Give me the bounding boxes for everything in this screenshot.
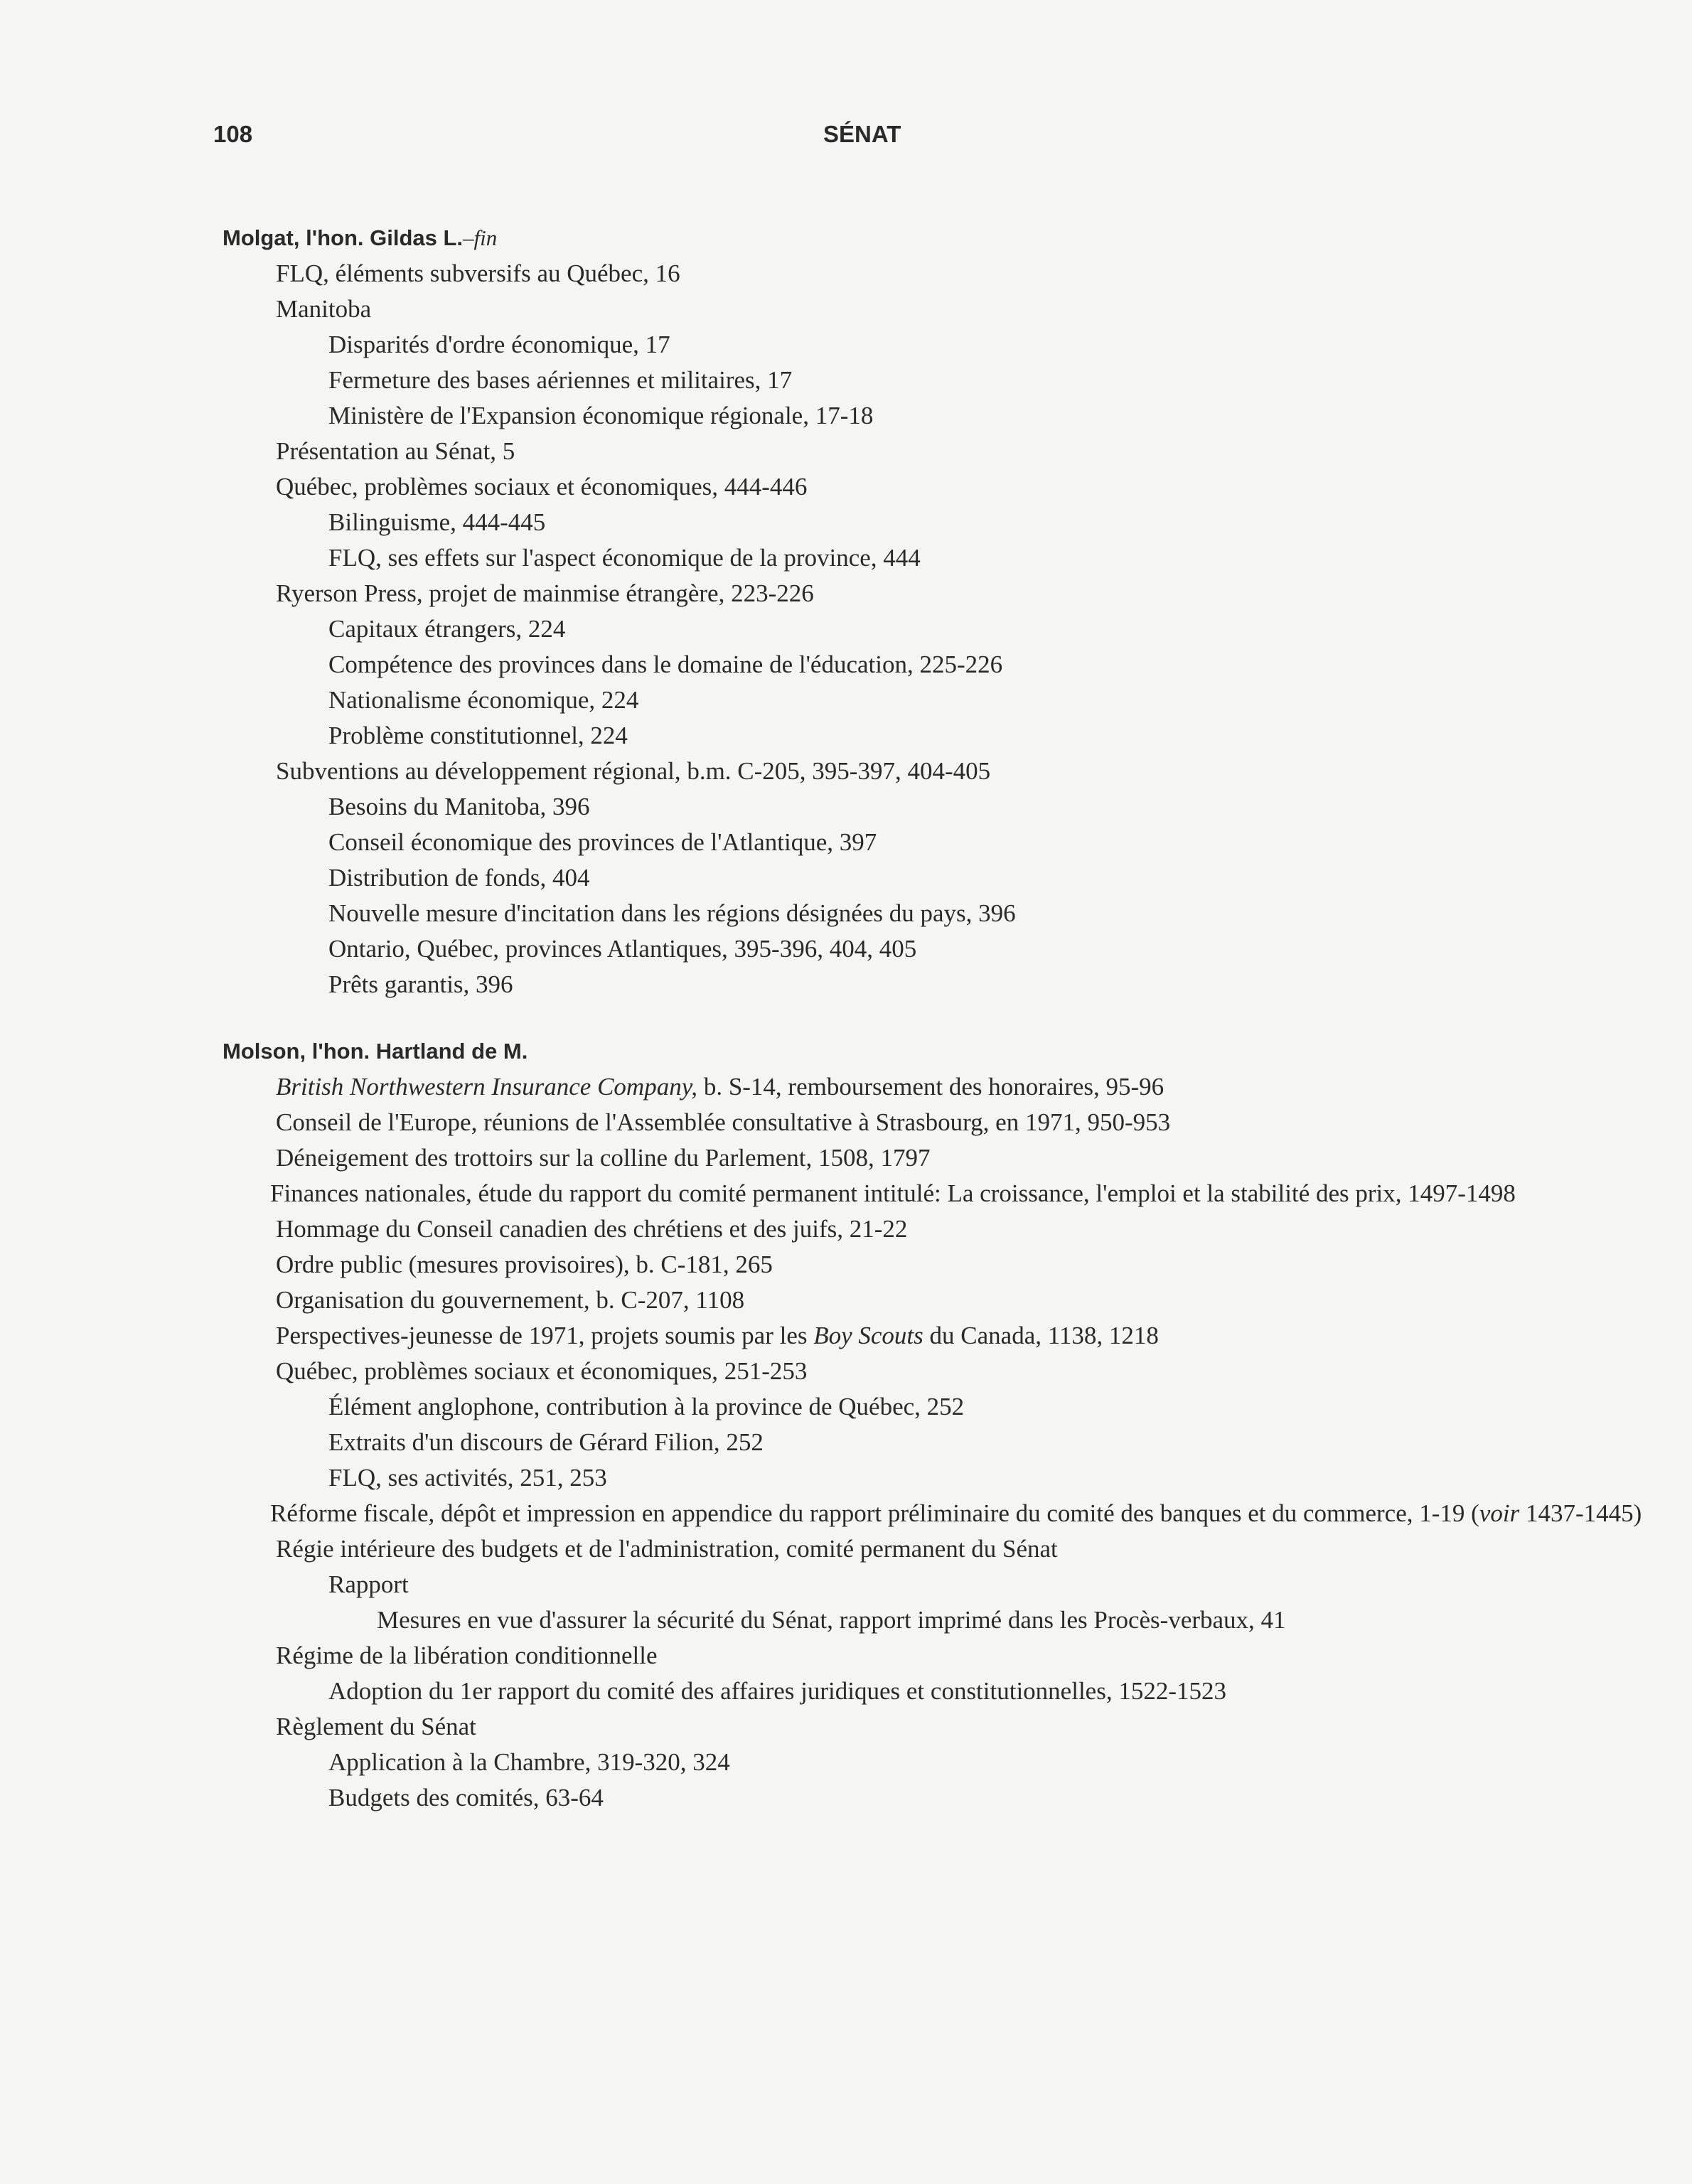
subentry: Hommage du Conseil canadien des chrétiens et des juifs, 21-22: [276, 1215, 908, 1243]
subentry: Régime de la libération conditionnelle: [276, 1642, 658, 1669]
sub-subentry: Fermeture des bases aériennes et militaires, 17: [328, 366, 793, 394]
subentry: Règlement du Sénat: [276, 1713, 476, 1740]
sub-subentry: Rapport: [328, 1570, 409, 1598]
sub-subentry: Budgets des comités, 63-64: [328, 1784, 604, 1811]
sub-subentry: Prêts garantis, 396: [328, 970, 513, 998]
sub-subentry: FLQ, ses effets sur l'aspect économique de la province, 444: [328, 544, 921, 572]
sub-subentry: Compétence des provinces dans le domaine de l'éducation, 225-226: [328, 651, 1003, 678]
subentry: Réforme fiscale, dépôt et impression en appendice du rapport préliminaire du comité des banques et du commerce, 1-19 (voir 1437-1445): [270, 1499, 1642, 1527]
subentry: Ryerson Press, projet de mainmise étrangère, 223-226: [276, 579, 814, 607]
sub-subentry: Adoption du 1er rapport du comité des affaires juridiques et constitutionnelles, 1522-1523: [328, 1677, 1226, 1705]
sub-subentry: Problème constitutionnel, 224: [328, 722, 628, 749]
subentry: FLQ, éléments subversifs au Québec, 16: [276, 259, 680, 287]
subentry: Finances nationales, étude du rapport du comité permanent intitulé: La croissance, l'emploi et la stabilité des prix, 1497-1498: [270, 1179, 1516, 1207]
sub-sub-subentry: Mesures en vue d'assurer la sécurité du Sénat, rapport imprimé dans les Procès-verbaux, 41: [377, 1606, 1286, 1634]
sub-subentry: Application à la Chambre, 319-320, 324: [328, 1748, 730, 1776]
sub-subentry: Ministère de l'Expansion économique régionale, 17-18: [328, 402, 874, 429]
sub-subentry: Ontario, Québec, provinces Atlantiques, 395-396, 404, 405: [328, 935, 917, 963]
sub-subentry: Disparités d'ordre économique, 17: [328, 331, 670, 358]
index-body: [0, 220, 1692, 1816]
sub-subentry: Besoins du Manitoba, 396: [328, 793, 590, 820]
heading-name: Molgat, l'hon. Gildas L.: [223, 225, 464, 250]
heading-name: Molson, l'hon. Hartland de M.: [223, 1039, 528, 1064]
sub-subentry: Distribution de fonds, 404: [328, 864, 590, 892]
page-number: 108: [213, 121, 253, 147]
subentry: Conseil de l'Europe, réunions de l'Assemblée consultative à Strasbourg, en 1971, 950-953: [276, 1108, 1171, 1136]
heading-continuation: –fin: [463, 225, 498, 250]
running-title: SÉNAT: [823, 121, 901, 147]
sub-subentry: Extraits d'un discours de Gérard Filion, 252: [328, 1428, 764, 1456]
subentry: Québec, problèmes sociaux et économiques, 251-253: [276, 1357, 808, 1385]
subentry: Déneigement des trottoirs sur la colline du Parlement, 1508, 1797: [276, 1144, 931, 1172]
sub-subentry: Bilinguisme, 444-445: [328, 508, 546, 536]
subentry: Subventions au développement régional, b.m. C-205, 395-397, 404-405: [276, 757, 991, 785]
subentry: Manitoba: [276, 295, 372, 323]
index-entry: [0, 1034, 1692, 1816]
sub-subentry: Nationalisme économique, 224: [328, 686, 639, 714]
subentry: Organisation du gouvernement, b. C-207, 1108: [276, 1286, 745, 1314]
sub-subentry: Élément anglophone, contribution à la province de Québec, 252: [328, 1393, 965, 1420]
page-header: [0, 121, 1692, 156]
see-reference: voir: [1479, 1499, 1520, 1527]
subentry: Régie intérieure des budgets et de l'administration, comité permanent du Sénat: [276, 1535, 1058, 1563]
italic-title: British Northwestern Insurance Company,: [276, 1073, 698, 1101]
subentry: Ordre public (mesures provisoires), b. C-181, 265: [276, 1251, 773, 1278]
subentry: British Northwestern Insurance Company, b. S-14, remboursement des honoraires, 95-96: [276, 1073, 1164, 1101]
sub-subentry: Capitaux étrangers, 224: [328, 615, 566, 643]
entry-heading: [0, 1034, 1692, 1069]
subentry: Présentation au Sénat, 5: [276, 437, 515, 465]
index-entry: [0, 220, 1692, 1002]
sub-subentry: Nouvelle mesure d'incitation dans les régions désignées du pays, 396: [328, 899, 1016, 927]
subentry: Perspectives-jeunesse de 1971, projets soumis par les Boy Scouts du Canada, 1138, 1218: [276, 1322, 1159, 1349]
entry-heading: [0, 220, 1692, 256]
italic-title: Boy Scouts: [813, 1322, 923, 1349]
sub-subentry: Conseil économique des provinces de l'Atlantique, 397: [328, 828, 877, 856]
sub-subentry: FLQ, ses activités, 251, 253: [328, 1464, 607, 1492]
subentry: Québec, problèmes sociaux et économiques, 444-446: [276, 473, 808, 500]
